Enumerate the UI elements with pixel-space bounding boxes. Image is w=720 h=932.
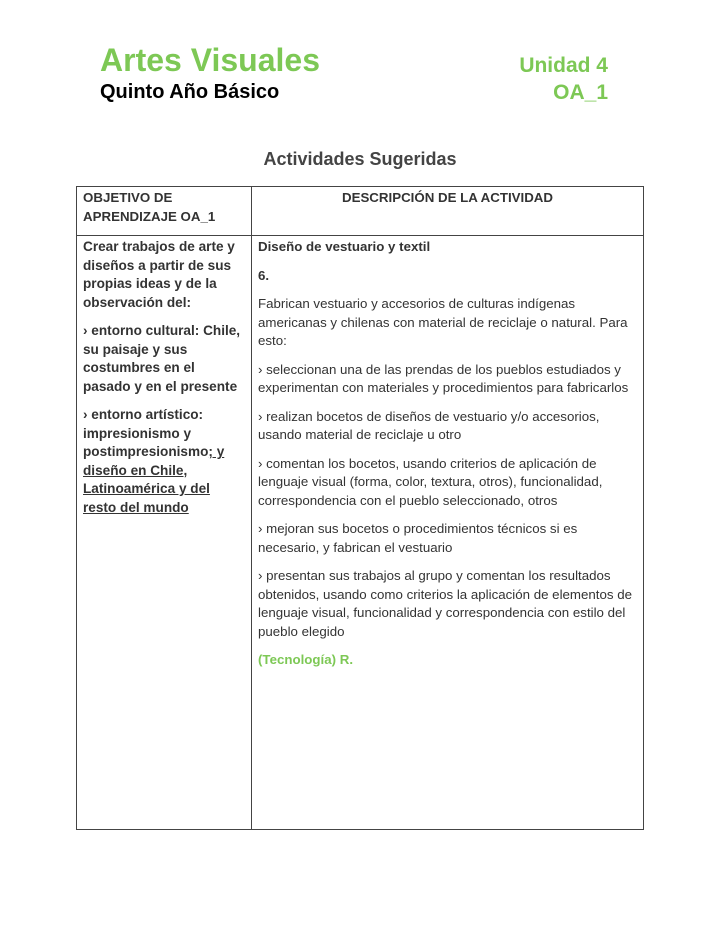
activity-title: Diseño de vestuario y textil: [258, 239, 431, 254]
objective-item-1: › entorno cultural: Chile, su paisaje y sus costumbres en el pasado y en el presente: [83, 323, 241, 394]
doc-title: Artes Visuales: [100, 42, 320, 78]
oa-label: OA_1: [553, 81, 608, 104]
activity-cell: [252, 236, 644, 830]
section-title: Actividades Sugeridas: [263, 149, 457, 169]
objective-item-2-underlined: ; y diseño en Chile, Latinoamérica y del resto del mundo: [83, 444, 225, 515]
activity-step: › presentan sus trabajos al grupo y comentan los resultados obtenidos, usando como criterios la aplicación de elementos de lenguaje visual, funcionalidad y correspondencia con estilo del pueblo elegido: [258, 568, 633, 639]
objective-intro: Crear trabajos de arte y diseños a partir de sus propias ideas y de la observación del:: [83, 239, 235, 310]
cross-subject-link: (Tecnología) R.: [258, 652, 354, 667]
activity-step: › comentan los bocetos, usando criterios de aplicación de lenguaje visual (forma, color, textura, otros), funcionalidad, correspondencia con el pueblo seleccionado, otros: [258, 455, 603, 508]
activity-intro: Fabrican vestuario y accesorios de culturas indígenas americanas y chilenas con material de reciclaje o natural. Para esto:: [258, 296, 628, 348]
objective-cell: [77, 236, 252, 830]
activities-table: [76, 186, 644, 830]
col2-header: DESCRIPCIÓN DE LA ACTIVIDAD: [252, 187, 644, 236]
objective-item-2-text: › entorno artístico: impresionismo y postimpresionismo: [83, 407, 209, 459]
activity-step: › realizan bocetos de diseños de vestuario y/o accesorios, usando material de reciclaje u otro: [258, 408, 600, 442]
objective-item-2: [83, 406, 245, 517]
unit-label: Unidad 4: [519, 54, 608, 77]
activity-step: › seleccionan una de las prendas de los pueblos estudiados y experimentan con materiales y procedimientos para fabricarlos: [258, 361, 629, 395]
activity-number: 6.: [258, 267, 270, 283]
activity-step: › mejoran sus bocetos o procedimientos técnicos si es necesario, y fabrican el vestuario: [258, 521, 578, 555]
col1-header: OBJETIVO DE APRENDIZAJE OA_1: [77, 187, 252, 236]
doc-subtitle: Quinto Año Básico: [100, 81, 280, 103]
